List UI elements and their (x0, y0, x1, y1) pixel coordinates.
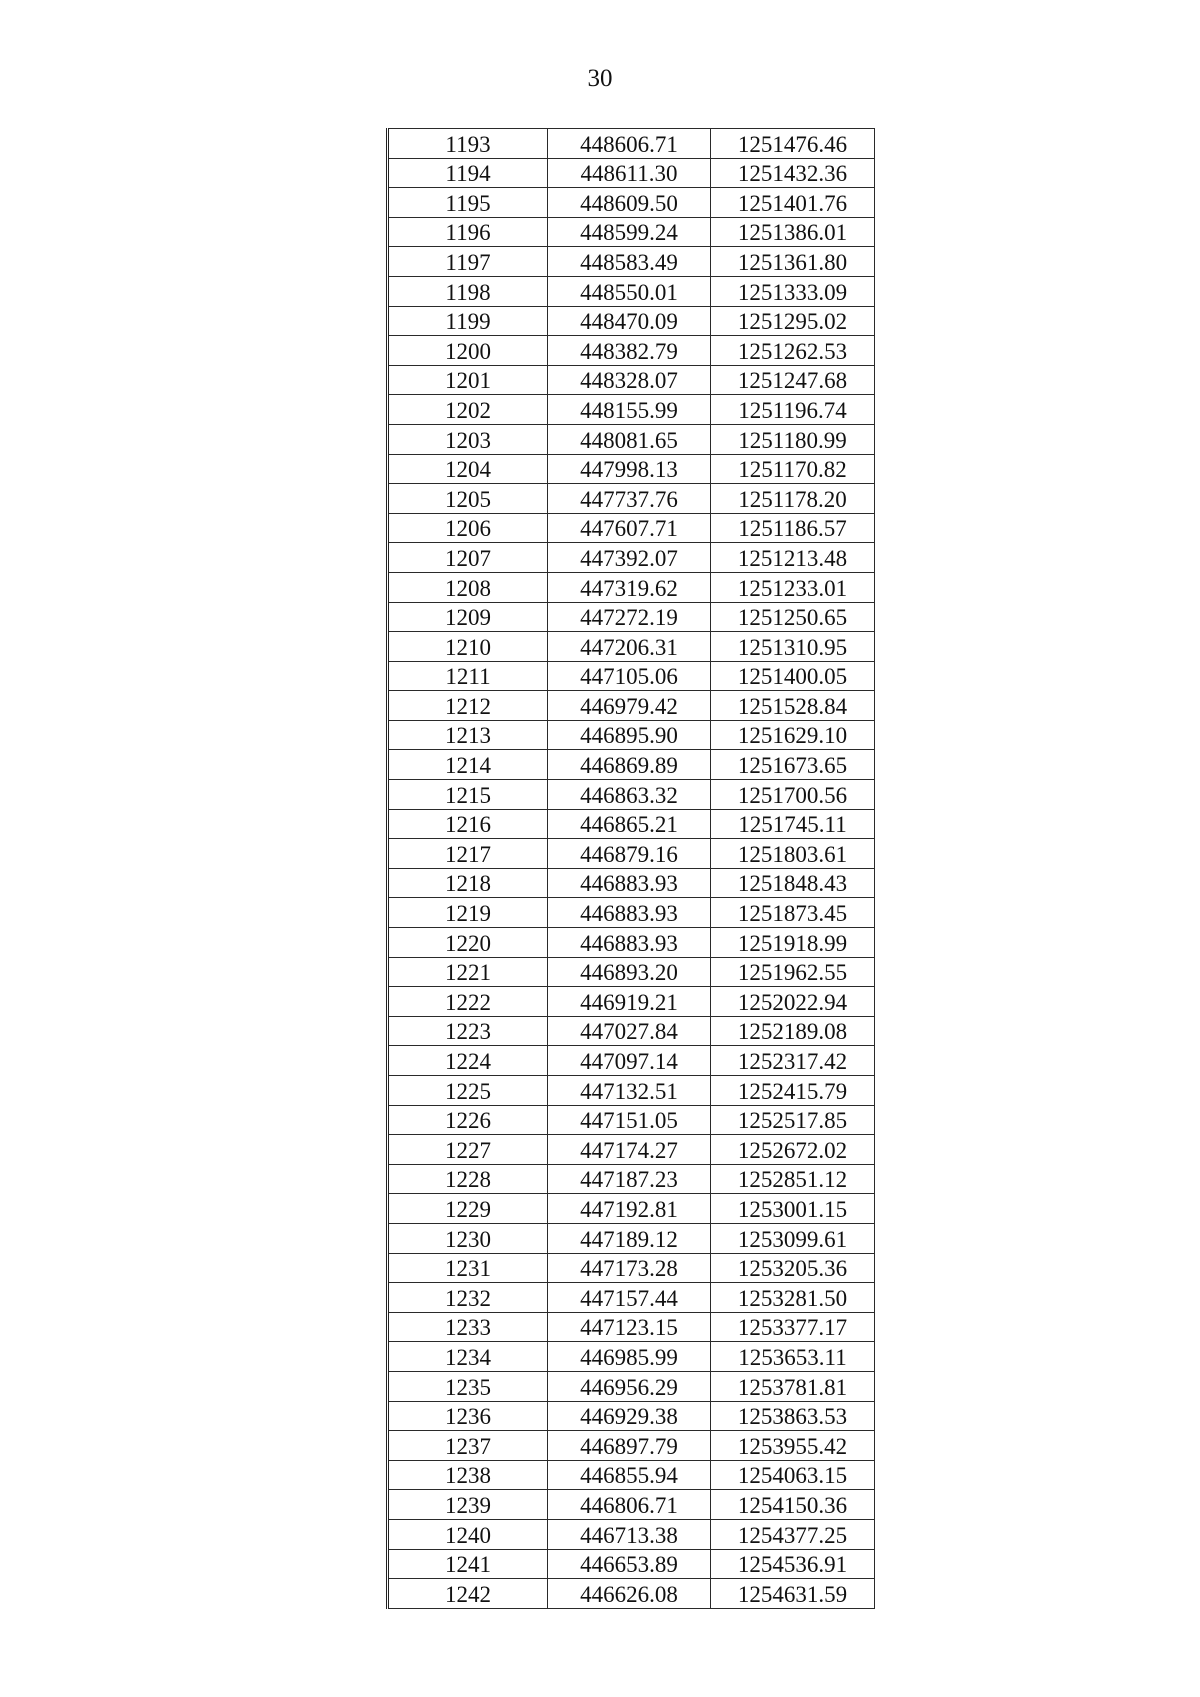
point-number-cell: 1211 (388, 661, 548, 691)
y-coordinate-cell: 1251400.05 (711, 661, 875, 691)
point-number-cell: 1224 (388, 1046, 548, 1076)
y-coordinate-cell: 1251401.76 (711, 188, 875, 218)
x-coordinate-cell: 446919.21 (548, 987, 711, 1017)
x-coordinate-cell: 447187.23 (548, 1164, 711, 1194)
y-coordinate-cell: 1252672.02 (711, 1135, 875, 1165)
point-number-cell: 1205 (388, 484, 548, 514)
table-row (388, 987, 875, 1017)
point-number-cell: 1241 (388, 1549, 548, 1579)
point-number-cell: 1234 (388, 1342, 548, 1372)
table-row (388, 632, 875, 662)
point-number-cell: 1203 (388, 424, 548, 454)
point-number-cell: 1194 (388, 158, 548, 188)
y-coordinate-cell: 1251848.43 (711, 868, 875, 898)
x-coordinate-cell: 447319.62 (548, 572, 711, 602)
point-number-cell: 1220 (388, 928, 548, 958)
x-coordinate-cell: 446956.29 (548, 1371, 711, 1401)
table-row (388, 1283, 875, 1313)
y-coordinate-cell: 1251250.65 (711, 602, 875, 632)
x-coordinate-cell: 446879.16 (548, 839, 711, 869)
x-coordinate-cell: 447027.84 (548, 1016, 711, 1046)
table-row (388, 188, 875, 218)
y-coordinate-cell: 1251247.68 (711, 365, 875, 395)
y-coordinate-cell: 1254063.15 (711, 1460, 875, 1490)
x-coordinate-cell: 447607.71 (548, 513, 711, 543)
table-row (388, 1371, 875, 1401)
y-coordinate-cell: 1251476.46 (711, 129, 875, 159)
page-number: 30 (587, 65, 613, 92)
table-row (388, 868, 875, 898)
point-number-cell: 1213 (388, 720, 548, 750)
y-coordinate-cell: 1251918.99 (711, 928, 875, 958)
table-row (388, 454, 875, 484)
point-number-cell: 1196 (388, 217, 548, 247)
table-row (388, 306, 875, 336)
table-row (388, 750, 875, 780)
x-coordinate-cell: 447998.13 (548, 454, 711, 484)
point-number-cell: 1208 (388, 572, 548, 602)
y-coordinate-cell: 1251962.55 (711, 957, 875, 987)
table-row (388, 661, 875, 691)
point-number-cell: 1225 (388, 1076, 548, 1106)
point-number-cell: 1236 (388, 1401, 548, 1431)
point-number-cell: 1230 (388, 1223, 548, 1253)
table-row (388, 247, 875, 277)
table-row (388, 276, 875, 306)
table-row (388, 1312, 875, 1342)
y-coordinate-cell: 1252022.94 (711, 987, 875, 1017)
y-coordinate-cell: 1251213.48 (711, 543, 875, 573)
y-coordinate-cell: 1254377.25 (711, 1519, 875, 1549)
x-coordinate-cell: 446929.38 (548, 1401, 711, 1431)
table-row (388, 839, 875, 869)
table-row (388, 1579, 875, 1609)
point-number-cell: 1226 (388, 1105, 548, 1135)
x-coordinate-cell: 447189.12 (548, 1223, 711, 1253)
y-coordinate-cell: 1253955.42 (711, 1431, 875, 1461)
y-coordinate-cell: 1251386.01 (711, 217, 875, 247)
y-coordinate-cell: 1251178.20 (711, 484, 875, 514)
table-row (388, 1490, 875, 1520)
y-coordinate-cell: 1251180.99 (711, 424, 875, 454)
x-coordinate-cell: 448382.79 (548, 336, 711, 366)
table-row (388, 957, 875, 987)
y-coordinate-cell: 1251700.56 (711, 780, 875, 810)
point-number-cell: 1232 (388, 1283, 548, 1313)
x-coordinate-cell: 446979.42 (548, 691, 711, 721)
x-coordinate-cell: 446806.71 (548, 1490, 711, 1520)
x-coordinate-cell: 446883.93 (548, 928, 711, 958)
y-coordinate-cell: 1253281.50 (711, 1283, 875, 1313)
x-coordinate-cell: 446893.20 (548, 957, 711, 987)
x-coordinate-cell: 446883.93 (548, 898, 711, 928)
point-number-cell: 1218 (388, 868, 548, 898)
table-row (388, 1519, 875, 1549)
point-number-cell: 1231 (388, 1253, 548, 1283)
table-row (388, 572, 875, 602)
y-coordinate-cell: 1253205.36 (711, 1253, 875, 1283)
x-coordinate-cell: 448470.09 (548, 306, 711, 336)
y-coordinate-cell: 1252189.08 (711, 1016, 875, 1046)
point-number-cell: 1201 (388, 365, 548, 395)
table-row (388, 898, 875, 928)
x-coordinate-cell: 446897.79 (548, 1431, 711, 1461)
table-row (388, 217, 875, 247)
y-coordinate-cell: 1254150.36 (711, 1490, 875, 1520)
point-number-cell: 1195 (388, 188, 548, 218)
table-row (388, 1105, 875, 1135)
y-coordinate-cell: 1251233.01 (711, 572, 875, 602)
y-coordinate-cell: 1251803.61 (711, 839, 875, 869)
x-coordinate-cell: 446895.90 (548, 720, 711, 750)
table-row (388, 365, 875, 395)
point-number-cell: 1199 (388, 306, 548, 336)
point-number-cell: 1204 (388, 454, 548, 484)
x-coordinate-cell: 448599.24 (548, 217, 711, 247)
table-row (388, 1342, 875, 1372)
point-number-cell: 1239 (388, 1490, 548, 1520)
y-coordinate-cell: 1254536.91 (711, 1549, 875, 1579)
point-number-cell: 1214 (388, 750, 548, 780)
point-number-cell: 1235 (388, 1371, 548, 1401)
y-coordinate-cell: 1251186.57 (711, 513, 875, 543)
x-coordinate-cell: 447272.19 (548, 602, 711, 632)
y-coordinate-cell: 1251170.82 (711, 454, 875, 484)
table-row (388, 809, 875, 839)
y-coordinate-cell: 1252517.85 (711, 1105, 875, 1135)
point-number-cell: 1222 (388, 987, 548, 1017)
point-number-cell: 1206 (388, 513, 548, 543)
x-coordinate-cell: 448611.30 (548, 158, 711, 188)
x-coordinate-cell: 448606.71 (548, 129, 711, 159)
y-coordinate-cell: 1251262.53 (711, 336, 875, 366)
point-number-cell: 1219 (388, 898, 548, 928)
point-number-cell: 1221 (388, 957, 548, 987)
x-coordinate-cell: 447097.14 (548, 1046, 711, 1076)
point-number-cell: 1210 (388, 632, 548, 662)
point-number-cell: 1223 (388, 1016, 548, 1046)
table-row (388, 1460, 875, 1490)
y-coordinate-cell: 1253099.61 (711, 1223, 875, 1253)
table-row (388, 780, 875, 810)
y-coordinate-cell: 1253001.15 (711, 1194, 875, 1224)
x-coordinate-cell: 447151.05 (548, 1105, 711, 1135)
point-number-cell: 1242 (388, 1579, 548, 1609)
y-coordinate-cell: 1251528.84 (711, 691, 875, 721)
x-coordinate-cell: 447174.27 (548, 1135, 711, 1165)
x-coordinate-cell: 446855.94 (548, 1460, 711, 1490)
x-coordinate-cell: 447132.51 (548, 1076, 711, 1106)
x-coordinate-cell: 446985.99 (548, 1342, 711, 1372)
x-coordinate-cell: 448081.65 (548, 424, 711, 454)
coordinates-table (386, 128, 875, 1609)
y-coordinate-cell: 1251629.10 (711, 720, 875, 750)
x-coordinate-cell: 446863.32 (548, 780, 711, 810)
table-row (388, 1431, 875, 1461)
point-number-cell: 1202 (388, 395, 548, 425)
table-row (388, 543, 875, 573)
x-coordinate-cell: 448155.99 (548, 395, 711, 425)
y-coordinate-cell: 1251745.11 (711, 809, 875, 839)
table-row (388, 1135, 875, 1165)
table-row (388, 1253, 875, 1283)
point-number-cell: 1207 (388, 543, 548, 573)
x-coordinate-cell: 447392.07 (548, 543, 711, 573)
y-coordinate-cell: 1252851.12 (711, 1164, 875, 1194)
table-row (388, 1076, 875, 1106)
table-row (388, 691, 875, 721)
x-coordinate-cell: 446865.21 (548, 809, 711, 839)
point-number-cell: 1198 (388, 276, 548, 306)
y-coordinate-cell: 1251333.09 (711, 276, 875, 306)
table-row (388, 1223, 875, 1253)
y-coordinate-cell: 1251295.02 (711, 306, 875, 336)
x-coordinate-cell: 448609.50 (548, 188, 711, 218)
table-row (388, 1016, 875, 1046)
x-coordinate-cell: 447105.06 (548, 661, 711, 691)
table-row (388, 1194, 875, 1224)
x-coordinate-cell: 447192.81 (548, 1194, 711, 1224)
x-coordinate-cell: 447173.28 (548, 1253, 711, 1283)
y-coordinate-cell: 1251361.80 (711, 247, 875, 277)
point-number-cell: 1229 (388, 1194, 548, 1224)
table-row (388, 1549, 875, 1579)
point-number-cell: 1228 (388, 1164, 548, 1194)
table-row (388, 1046, 875, 1076)
y-coordinate-cell: 1253781.81 (711, 1371, 875, 1401)
point-number-cell: 1237 (388, 1431, 548, 1461)
y-coordinate-cell: 1252415.79 (711, 1076, 875, 1106)
point-number-cell: 1233 (388, 1312, 548, 1342)
point-number-cell: 1240 (388, 1519, 548, 1549)
y-coordinate-cell: 1251873.45 (711, 898, 875, 928)
x-coordinate-cell: 446869.89 (548, 750, 711, 780)
y-coordinate-cell: 1252317.42 (711, 1046, 875, 1076)
point-number-cell: 1215 (388, 780, 548, 810)
x-coordinate-cell: 446626.08 (548, 1579, 711, 1609)
y-coordinate-cell: 1253653.11 (711, 1342, 875, 1372)
table-row (388, 928, 875, 958)
x-coordinate-cell: 447206.31 (548, 632, 711, 662)
x-coordinate-cell: 447737.76 (548, 484, 711, 514)
table-row (388, 1164, 875, 1194)
table-row (388, 158, 875, 188)
x-coordinate-cell: 446653.89 (548, 1549, 711, 1579)
point-number-cell: 1238 (388, 1460, 548, 1490)
point-number-cell: 1197 (388, 247, 548, 277)
x-coordinate-cell: 446883.93 (548, 868, 711, 898)
table-row (388, 513, 875, 543)
y-coordinate-cell: 1251432.36 (711, 158, 875, 188)
point-number-cell: 1216 (388, 809, 548, 839)
table-row (388, 395, 875, 425)
y-coordinate-cell: 1253863.53 (711, 1401, 875, 1431)
x-coordinate-cell: 446713.38 (548, 1519, 711, 1549)
x-coordinate-cell: 447123.15 (548, 1312, 711, 1342)
table-row (388, 336, 875, 366)
x-coordinate-cell: 448583.49 (548, 247, 711, 277)
y-coordinate-cell: 1251310.95 (711, 632, 875, 662)
coordinates-table-body (388, 129, 875, 1609)
x-coordinate-cell: 448328.07 (548, 365, 711, 395)
point-number-cell: 1209 (388, 602, 548, 632)
point-number-cell: 1227 (388, 1135, 548, 1165)
table-row (388, 424, 875, 454)
table-row (388, 484, 875, 514)
y-coordinate-cell: 1251196.74 (711, 395, 875, 425)
table-row (388, 1401, 875, 1431)
point-number-cell: 1200 (388, 336, 548, 366)
point-number-cell: 1193 (388, 129, 548, 159)
y-coordinate-cell: 1251673.65 (711, 750, 875, 780)
y-coordinate-cell: 1253377.17 (711, 1312, 875, 1342)
x-coordinate-cell: 448550.01 (548, 276, 711, 306)
point-number-cell: 1217 (388, 839, 548, 869)
y-coordinate-cell: 1254631.59 (711, 1579, 875, 1609)
x-coordinate-cell: 447157.44 (548, 1283, 711, 1313)
table-row (388, 129, 875, 159)
table-row (388, 720, 875, 750)
table-row (388, 602, 875, 632)
point-number-cell: 1212 (388, 691, 548, 721)
